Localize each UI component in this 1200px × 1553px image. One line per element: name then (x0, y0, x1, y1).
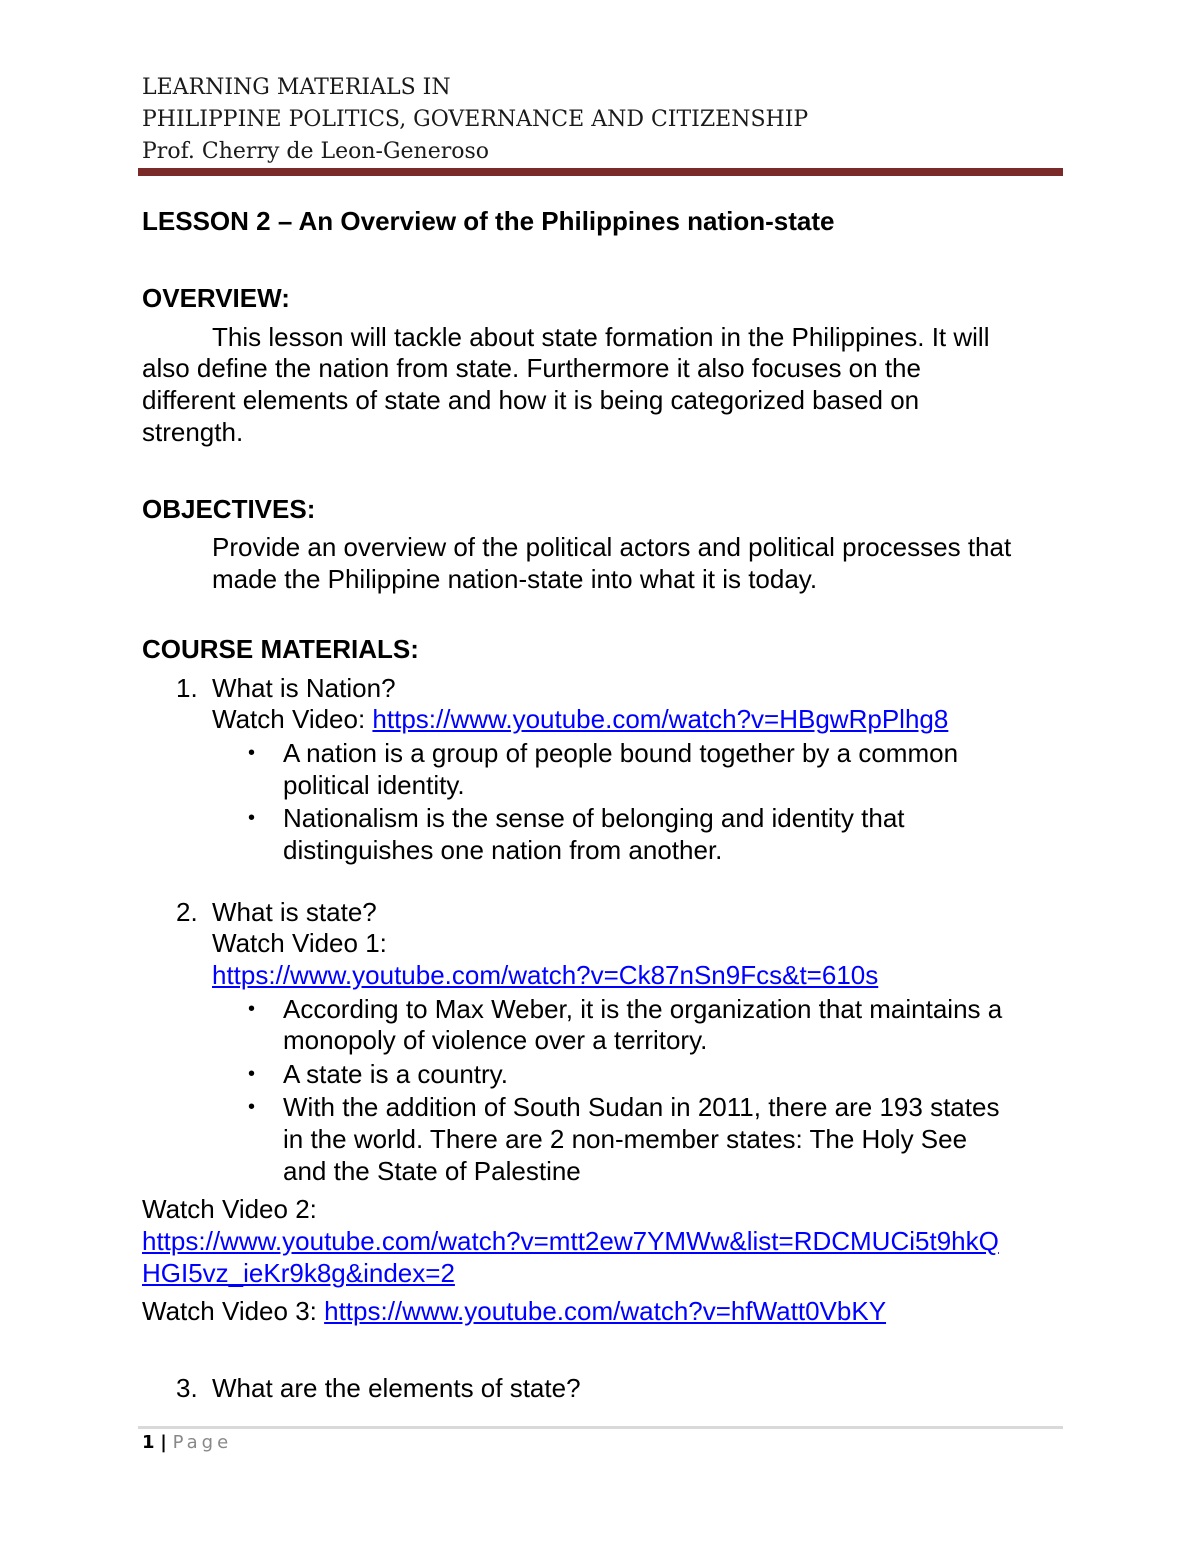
overview-line: strength. (142, 417, 244, 447)
bullet-text: in the world. There are 2 non-member states: The Holy See (283, 1124, 968, 1154)
footer-rule (138, 1426, 1063, 1429)
overview-line: This lesson will tackle about state formation in the Philippines. It will (212, 322, 990, 352)
header-rule (138, 168, 1063, 176)
bullet-text: A nation is a group of people bound together by a common (283, 738, 959, 768)
item-2-number: 2. (176, 897, 198, 927)
bullet-icon: • (248, 998, 256, 1020)
bullet-text: distinguishes one nation from another. (283, 835, 723, 865)
video-3-link[interactable]: https://www.youtube.com/watch?v=hfWatt0VbKY (324, 1296, 887, 1326)
item-1-title: What is Nation? (212, 673, 396, 703)
bullet-text: monopoly of violence over a territory. (283, 1025, 708, 1055)
page-number: 1 (142, 1432, 155, 1453)
objectives-line: Provide an overview of the political actors and political processes that (212, 532, 1012, 562)
bullet-text: political identity. (283, 770, 465, 800)
lesson-title: LESSON 2 – An Overview of the Philippines nation-state (142, 206, 835, 236)
bullet-icon: • (248, 1096, 256, 1118)
overview-line: also define the nation from state. Furthermore it also focuses on the (142, 353, 921, 383)
item-3-number: 3. (176, 1373, 198, 1403)
objectives-line: made the Philippine nation-state into what it is today. (212, 564, 818, 594)
watch-video-label: Watch Video: (212, 704, 373, 734)
bullet-text: According to Max Weber, it is the organization that maintains a (283, 994, 1003, 1024)
item-1-watch-line (212, 703, 948, 735)
bullet-icon: • (248, 1063, 256, 1085)
overview-line: different elements of state and how it is being categorized based on (142, 385, 920, 415)
watch-video-3-line (142, 1295, 886, 1327)
video-1-link[interactable]: https://www.youtube.com/watch?v=Ck87nSn9Fcs&t=610s (212, 960, 879, 990)
bullet-text: With the addition of South Sudan in 2011, there are 193 states (283, 1092, 1000, 1122)
header-line-2: PHILIPPINE POLITICS, GOVERNANCE AND CITIZENSHIP (142, 107, 809, 132)
header-author: Prof. Cherry de Leon-Generoso (142, 139, 490, 164)
item-1-number: 1. (176, 673, 198, 703)
video-2-link[interactable]: https://www.youtube.com/watch?v=mtt2ew7YMWw&list=RDCMUCi5t9hkQ (142, 1226, 999, 1256)
item-2-title: What is state? (212, 897, 377, 927)
objectives-heading: OBJECTIVES: (142, 494, 316, 524)
overview-heading: OVERVIEW: (142, 283, 290, 313)
watch-video-1-label: Watch Video 1: (212, 928, 387, 958)
header-line-1: LEARNING MATERIALS IN (142, 75, 451, 100)
bullet-text: Nationalism is the sense of belonging and identity that (283, 803, 905, 833)
bullet-icon: • (248, 742, 256, 764)
page-footer (142, 1430, 232, 1456)
item-3-title: What are the elements of state? (212, 1373, 581, 1403)
watch-video-3-label: Watch Video 3: (142, 1296, 325, 1326)
page-label: Page (172, 1432, 233, 1453)
course-materials-heading: COURSE MATERIALS: (142, 634, 419, 664)
bullet-icon: • (248, 807, 256, 829)
video-link[interactable]: https://www.youtube.com/watch?v=HBgwRpPlhg8 (372, 704, 949, 734)
watch-video-2-label: Watch Video 2: (142, 1194, 317, 1224)
bullet-text: and the State of Palestine (283, 1156, 581, 1186)
page-separator: | (160, 1432, 167, 1453)
bullet-text: A state is a country. (283, 1059, 508, 1089)
video-2-link-continued[interactable]: HGI5vz_ieKr9k8g&index=2 (142, 1258, 455, 1288)
